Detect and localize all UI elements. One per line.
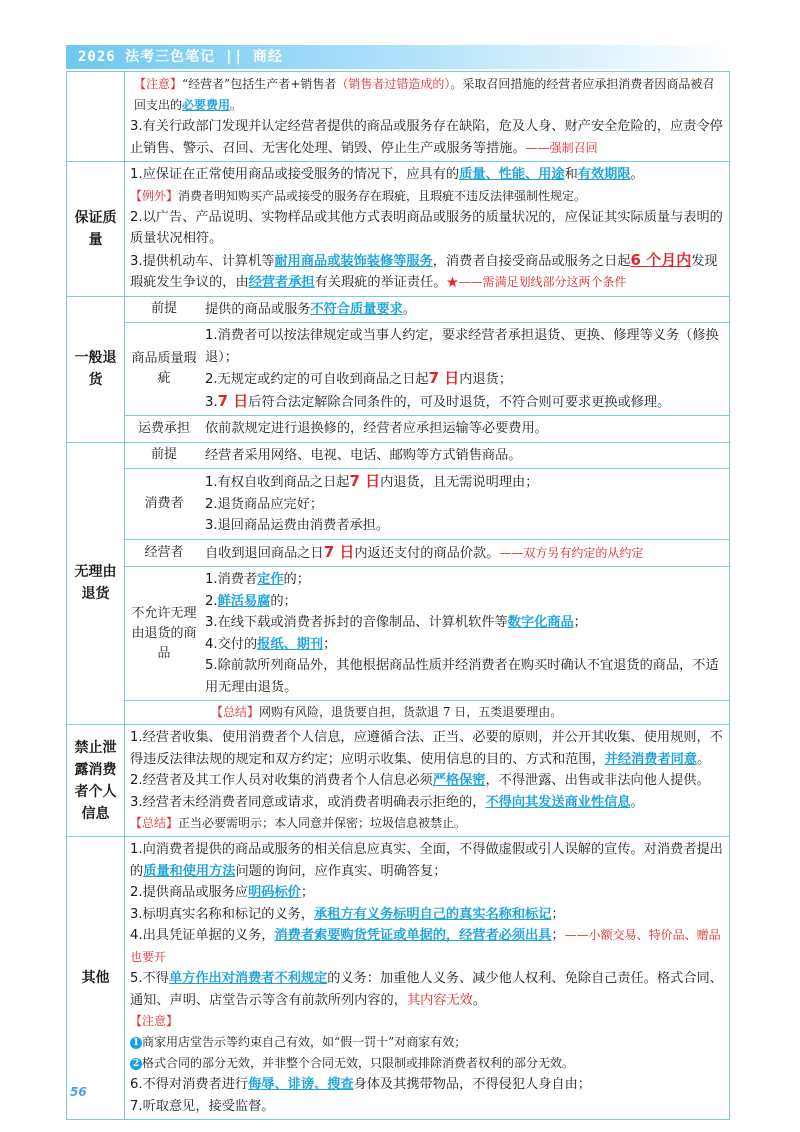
row-no-reason-return-content: 前提 经营者采用网络、电视、电话、邮购等方式销售商品。 消费者 1.有权自收到商品之日起7 日内退货，且无需说明理由； 2.退货商品应完好； 3.退回商品运费由消费者承担。 经营者 自收到退回商品之日7 日内返还支付的商品价款。——双方另有约定的从约定 不允许无理由退货的商品 1.消费者定作的； 2.鲜活易腐的； 3.在线下载或消费者拆封的音像制品、计算机软件等数字化商品； 4.交付的报纸、期刊； 5.除前款所列商品外，其他根据商品性质并经消费者在购买时确认不宜退货的商品，不适用无理由退货。 【总结】网购有风险，退货要自担，货款退 7 日，五类退要理由。 <box>125 442 730 725</box>
sub-label-excluded-goods: 不允许无理由退货的商品 <box>125 567 203 701</box>
category-other: 其他 <box>67 837 125 1120</box>
row-recall-content: 【注意】“经营者”包括生产者+销售者（销售者过错造成的）。采取召回措施的经营者应承担消费者因商品被召回支出的必要费用。 3.有关行政部门发现并认定经营者提供的商品或服务存在缺陷，危及人身、财产安全危险的，应责令停止销售、警示、召回、无害化处理、销毁、停止生产或服务等措施。——强制召回 <box>125 72 730 162</box>
number-badge: 1 <box>130 1037 142 1049</box>
row-other-content: 1.向消费者提供的商品或服务的相关信息应真实、全面，不得做虚假或引人误解的宣传。对消费者提出的质量和使用方法问题的询问，应作真实、明确答复； 2.提供商品或服务应明码标价； 3.标明真实名称和标记的义务，承租方有义务标明自己的真实名称和标记； 4.出具凭证单据的义务，消费者索要购货凭证或单据的，经营者必须出具；——小额交易、特价品、赠品也要开 5.不得单方作出对消费者不利规定的义务：加重他人义务、减少他人权利、免除自己责任。格式合同、通知、声明、店堂告示等含有前款所列内容的，其内容无效。 【注意】 1 商家用店堂告示等约束自己有效，如“假一罚十”对商家有效； 2 格式合同的部分无效，并非整个合同无效，只限制或排除消费者权利的部分无效。 6.不得对消费者进行侮辱、诽谤、搜查身体及其携带物品，不得侵犯人身自由； 7.听取意见，接受监督。 <box>125 837 730 1120</box>
row-general-return-content: 前提 提供的商品或服务不符合质量要求。 商品质量瑕疵 1.消费者可以按法律规定或当事人约定，要求经营者承担退货、更换、修理等义务（修换退）； 2.无规定或约定的可自收到商品之日起7 日内退货； 3.7 日后符合法定解除合同条件的，可及时退货，不符合则可要求更换或修理。 运费承担 依前款规定进行退换修的，经营者应承担运输等必要费用。 <box>125 296 730 442</box>
note-label: 【注意】 <box>134 77 183 91</box>
number-badge: 2 <box>130 1058 142 1070</box>
row-guarantee-content: 1.应保证在正常使用商品或接受服务的情况下，应具有的质量、性能、用途和有效期限。 【例外】消费者明知购买产品或接受的服务存在瑕疵，且瑕疵不违反法律强制性规定。 2.以广告、产品说明、实物样品或其他方式表明商品或服务的质量状况的，应保证其实际质量与表明的质量状况相符。 3.提供机动车、计算机等耐用商品或装饰装修等服务，消费者自接受商品或服务之日起6 个月内发现瑕疵发生争议的，由经营者承担有关瑕疵的举证责任。★——需满足划线部分这两个条件 <box>125 162 730 297</box>
page-number: 56 <box>70 1085 87 1099</box>
table-row <box>67 162 730 297</box>
sub-label-consumer: 消费者 <box>125 469 203 540</box>
table-row <box>67 725 730 837</box>
category-privacy: 禁止泄露消费者个人信息 <box>67 725 125 837</box>
notes-table <box>66 71 730 1120</box>
page-header-title: 2026 法考三色笔记 || 商经 <box>78 49 283 65</box>
category-no-reason-return: 无理由退货 <box>67 442 125 725</box>
table-row <box>67 837 730 1120</box>
table-row <box>67 72 730 162</box>
sub-label-premise: 前提 <box>150 301 177 317</box>
note-label: 【注意】 <box>130 1014 179 1028</box>
sub-label-premise: 前提 <box>150 447 177 463</box>
sub-label-quality-defect: 商品质量瑕疵 <box>125 323 203 416</box>
table-row <box>67 442 730 725</box>
category-general-return: 一般退货 <box>67 296 125 442</box>
table-row <box>67 296 730 442</box>
summary-note: 【总结】正当必要需明示；本人同意并保密；垃圾信息被禁止。 <box>130 816 467 830</box>
category-guarantee-quality: 保证质量 <box>67 162 125 297</box>
sub-label-operator: 经营者 <box>125 539 203 567</box>
sub-label-shipping-cost: 运费承担 <box>125 416 203 442</box>
row-privacy-content: 1.经营者收集、使用消费者个人信息，应遵循合法、正当、必要的原则，并公开其收集、使用规则，不得违反法律法规的规定和双方约定；应明示收集、使用信息的目的、方式和范围，并经消费者同意。 2.经营者及其工作人员对收集的消费者个人信息必须严格保密，不得泄露、出售或非法向他人提供。 3.经营者未经消费者同意或请求，或消费者明确表示拒绝的，不得向其发送商业性信息。 【总结】正当必要需明示；本人同意并保密；垃圾信息被禁止。 <box>125 725 730 837</box>
summary-note: 【总结】网购有风险，退货要自担，货款退 7 日，五类退要理由。 <box>125 701 729 725</box>
category-cell-empty <box>67 72 125 162</box>
